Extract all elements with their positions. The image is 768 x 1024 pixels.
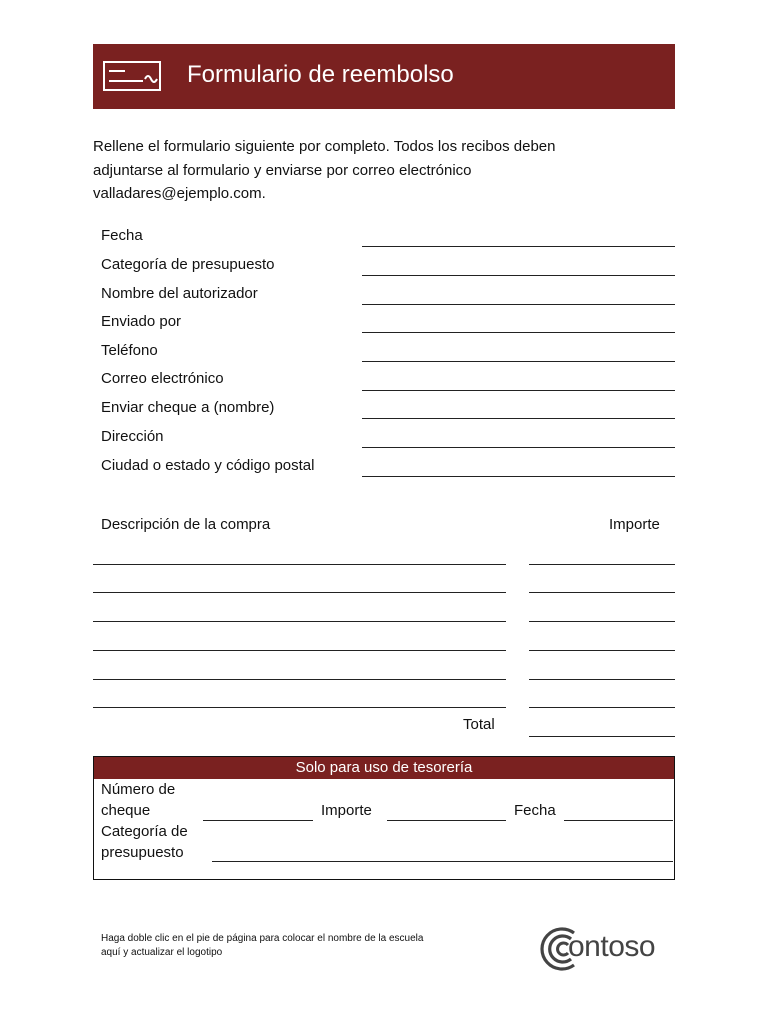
total-label: Total — [463, 716, 495, 733]
field-label-sent-by: Enviado por — [101, 313, 182, 330]
total-field[interactable] — [529, 736, 675, 737]
description-line[interactable] — [93, 621, 506, 622]
footer-note[interactable] — [101, 932, 461, 960]
treasury-category-field[interactable] — [212, 861, 673, 862]
description-line[interactable] — [93, 592, 506, 593]
check-to-field[interactable] — [362, 418, 675, 419]
description-line[interactable] — [93, 707, 506, 708]
field-label-address: Dirección — [101, 428, 164, 445]
treasury-date-label: Fecha — [514, 802, 556, 819]
contoso-logo — [540, 925, 670, 973]
field-label-check-to: Enviar cheque a (nombre) — [101, 399, 275, 416]
footer-note-line: aquí y actualizar el logotipo — [101, 947, 223, 958]
budget-category-field[interactable] — [362, 275, 675, 276]
treasury-category-label-line: presupuesto — [101, 844, 184, 861]
city-zip-field[interactable] — [362, 476, 675, 477]
email-field[interactable] — [362, 390, 675, 391]
check-icon — [103, 61, 161, 91]
intro-line: Rellene el formulario siguiente por completo. Todos los recibos deben — [93, 138, 556, 155]
authorizer-field[interactable] — [362, 304, 675, 305]
treasury-amount-label: Importe — [321, 802, 372, 819]
amount-line[interactable] — [529, 564, 675, 565]
check-number-field[interactable] — [203, 820, 313, 821]
logo-text: ontoso — [568, 930, 656, 963]
description-line[interactable] — [93, 564, 506, 565]
check-number-label-line: cheque — [101, 802, 151, 819]
amount-line[interactable] — [529, 592, 675, 593]
description-header: Descripción de la compra — [101, 516, 271, 533]
header-banner — [93, 44, 675, 109]
field-label-budget-category: Categoría de presupuesto — [101, 256, 275, 273]
field-label-authorizer: Nombre del autorizador — [101, 285, 258, 302]
field-label-date: Fecha — [101, 227, 143, 244]
date-field[interactable] — [362, 246, 675, 247]
intro-line: valladares@ejemplo.com. — [93, 185, 266, 202]
field-label-phone: Teléfono — [101, 342, 158, 359]
treasury-category-label — [101, 821, 188, 863]
field-label-city-zip: Ciudad o estado y código postal — [101, 457, 315, 474]
amount-line[interactable] — [529, 679, 675, 680]
amount-line[interactable] — [529, 621, 675, 622]
treasury-amount-field[interactable] — [387, 820, 506, 821]
check-number-label-line: Número de — [101, 781, 176, 798]
sent-by-field[interactable] — [362, 332, 675, 333]
page-title: Formulario de reembolso — [187, 61, 454, 88]
treasury-box — [93, 756, 675, 880]
treasury-title: Solo para uso de tesorería — [94, 757, 674, 779]
amount-line[interactable] — [529, 650, 675, 651]
treasury-date-field[interactable] — [564, 820, 673, 821]
phone-field[interactable] — [362, 361, 675, 362]
treasury-category-label-line: Categoría de — [101, 823, 188, 840]
footer-note-line: Haga doble clic en el pie de página para colocar el nombre de la escuela — [101, 933, 424, 944]
description-line[interactable] — [93, 679, 506, 680]
address-field[interactable] — [362, 447, 675, 448]
field-label-email: Correo electrónico — [101, 370, 224, 387]
check-number-label — [101, 779, 175, 821]
amount-header: Importe — [609, 516, 660, 533]
intro-line: adjuntarse al formulario y enviarse por correo electrónico — [93, 161, 472, 179]
intro-text — [93, 135, 675, 206]
description-line[interactable] — [93, 650, 506, 651]
amount-line[interactable] — [529, 707, 675, 708]
